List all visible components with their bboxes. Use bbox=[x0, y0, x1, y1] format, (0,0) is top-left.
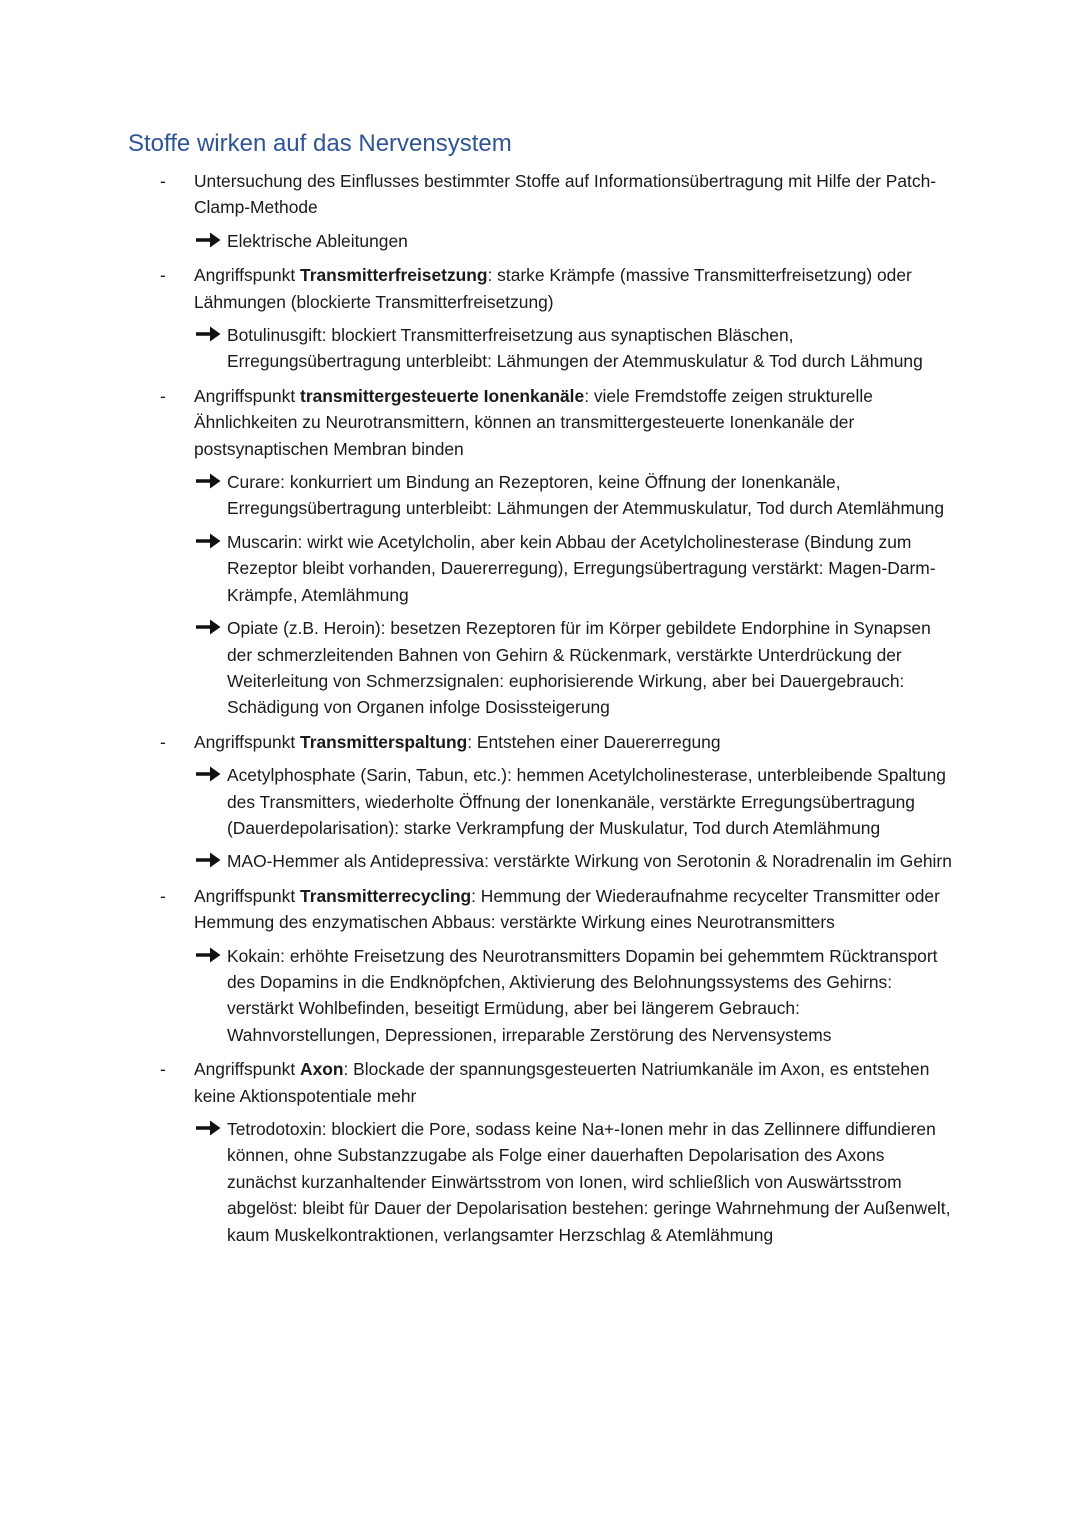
bullet-keyword: Transmitterrecycling bbox=[300, 885, 472, 906]
bullet-item bbox=[0, 168, 954, 221]
bullet-text-continuation: : Blockade der spannungsgesteuerten Natriumkanäle im Axon, es entstehen keine Aktionspotentiale mehr bbox=[194, 1059, 930, 1106]
bullet-item bbox=[0, 1056, 954, 1109]
bullet-text: Angriffspunkt bbox=[194, 265, 301, 286]
bullet-list bbox=[0, 168, 1080, 1256]
dash-bullet-icon: - bbox=[160, 731, 166, 752]
bullet-text: Angriffspunkt bbox=[194, 385, 301, 406]
bullet-text: Angriffspunkt bbox=[194, 885, 301, 906]
arrow-right-icon bbox=[194, 764, 224, 786]
subitem-text: Botulinusgift: blockiert Transmitterfreisetzung aus synaptischen Bläschen, Erregungsübertragung unterbleibt: Lähmungen der Atemmuskulatur & Tod durch Lähmung bbox=[227, 325, 923, 372]
arrow-subitem bbox=[0, 848, 954, 874]
bullet-text: Untersuchung des Einflusses bestimmter Stoffe auf Informationsübertragung mit Hilfe der Patch-Clamp-Methode bbox=[194, 171, 937, 218]
bullet-section bbox=[0, 883, 1080, 1048]
arrow-subitem bbox=[0, 228, 954, 254]
arrow-right-icon bbox=[194, 617, 224, 639]
bullet-item bbox=[0, 262, 954, 315]
dash-bullet-icon: - bbox=[160, 1059, 166, 1080]
bullet-text: Angriffspunkt bbox=[194, 731, 301, 752]
arrow-subitem bbox=[0, 529, 954, 608]
bullet-section bbox=[0, 1056, 1080, 1248]
bullet-keyword: Transmitterspaltung bbox=[300, 731, 468, 752]
dash-bullet-icon: - bbox=[160, 385, 166, 406]
bullet-keyword: Axon bbox=[300, 1059, 344, 1080]
arrow-right-icon bbox=[194, 850, 224, 872]
page-title: Stoffe wirken auf das Nervensystem bbox=[128, 130, 512, 157]
arrow-right-icon bbox=[194, 945, 224, 967]
arrow-subitem bbox=[0, 322, 954, 375]
bullet-section bbox=[0, 729, 1080, 875]
arrow-subitem bbox=[0, 469, 954, 522]
dash-bullet-icon: - bbox=[160, 265, 166, 286]
bullet-text-continuation: : Hemmung der Wiederaufnahme recycelter Transmitter oder Hemmung des enzymatischen Abbaus: verstärkte Wirkung eines Neurotransmitters bbox=[194, 885, 940, 933]
bullet-section bbox=[0, 262, 1080, 375]
subitem-text: Elektrische Ableitungen bbox=[227, 230, 408, 251]
subitem-text: Curare: konkurriert um Bindung an Rezeptoren, keine Öffnung der Ionenkanäle, Erregungsübertragung unterbleibt: Lähmungen der Atemmuskulatur, Tod durch Atemlähmung bbox=[227, 472, 945, 519]
bullet-section bbox=[0, 383, 1080, 721]
arrow-right-icon bbox=[194, 324, 224, 346]
arrow-subitem bbox=[0, 615, 954, 721]
arrow-subitem bbox=[0, 1116, 954, 1248]
bullet-text-continuation: : viele Fremdstoffe zeigen strukturelle Ähnlichkeiten zu Neurotransmittern, können an transmittergesteuerte Ionenkanäle der postsynaptischen Membran binden bbox=[194, 385, 873, 459]
arrow-right-icon bbox=[194, 1118, 224, 1140]
subitem-text: MAO-Hemmer als Antidepressiva: verstärkte Wirkung von Serotonin & Noradrenalin im Gehirn bbox=[227, 851, 952, 872]
arrow-subitem bbox=[0, 762, 954, 841]
subitem-text: Muscarin: wirkt wie Acetylcholin, aber kein Abbau der Acetylcholinesterase (Bindung zum Rezeptor bleibt vorhanden, Dauererregung), Erregungsübertragung verstärkt: Magen-Darm-Krämpfe, Atemlähmung bbox=[227, 531, 936, 605]
bullet-text-continuation: : starke Krämpfe (massive Transmitterfreisetzung) oder Lähmungen (blockierte Transmitterfreisetzung) bbox=[194, 265, 912, 312]
bullet-keyword: transmittergesteuerte Ionenkanäle bbox=[300, 385, 585, 406]
bullet-keyword: Transmitterfreisetzung bbox=[300, 265, 488, 286]
bullet-text: Angriffspunkt bbox=[194, 1059, 301, 1080]
subitem-text: Kokain: erhöhte Freisetzung des Neurotransmitters Dopamin bei gehemmtem Rücktransport des Dopamins in die Endknöpfchen, Aktivierung des Belohnungssystems des Gehirns: verstärkt Wohlbefinden, beseitigt Ermüdung, aber bei längerem Gebrauch: Wahnvorstellungen, Depressionen, irreparable Zerstörung des Nervensystems bbox=[227, 945, 938, 1045]
subitem-text: Acetylphosphate (Sarin, Tabun, etc.): hemmen Acetylcholinesterase, unterbleibende Spaltung des Transmitters, wiederholte Öffnung der Ionenkanäle, verstärkte Erregungsübertragung (Dauerdepolarisation): starke Verkrampfung der Muskulatur, Tod durch Atemlähmung bbox=[227, 765, 946, 838]
bullet-text-continuation: : Entstehen einer Dauererregung bbox=[467, 731, 721, 752]
arrow-right-icon bbox=[194, 531, 224, 553]
arrow-subitem bbox=[0, 943, 954, 1049]
bullet-item bbox=[0, 383, 954, 462]
bullet-item bbox=[0, 883, 954, 936]
dash-bullet-icon: - bbox=[160, 885, 166, 906]
bullet-section bbox=[0, 168, 1080, 254]
subitem-text: Opiate (z.B. Heroin): besetzen Rezeptoren für im Körper gebildete Endorphine in Synapsen der schmerzleitenden Bahnen von Gehirn & Rückenmark, verstärkte Unterdrückung der Weiterleitung von Schmerzsignalen: euphorisierende Wirkung, aber bei Dauergebrauch: Schädigung von Organen infolge Dosissteigerung bbox=[227, 618, 931, 718]
arrow-right-icon bbox=[194, 471, 224, 493]
dash-bullet-icon: - bbox=[160, 171, 166, 191]
subitem-text: Tetrodotoxin: blockiert die Pore, sodass keine Na+-Ionen mehr in das Zellinnere diffundieren können, ohne Substanzzugabe als Folge einer dauerhaften Depolarisation des Axons zunächst kurzanhaltender Einwärtsstrom von Ionen, wird schließlich von Auswärtsstrom abgelöst: bleibt für Dauer der Depolarisation bestehen: geringe Wahrnehmung der Außenwelt, kaum Muskelkontraktionen, verlangsamter Herzschlag & Atemlähmung bbox=[227, 1119, 951, 1245]
bullet-item bbox=[0, 729, 954, 755]
arrow-right-icon bbox=[194, 230, 224, 252]
